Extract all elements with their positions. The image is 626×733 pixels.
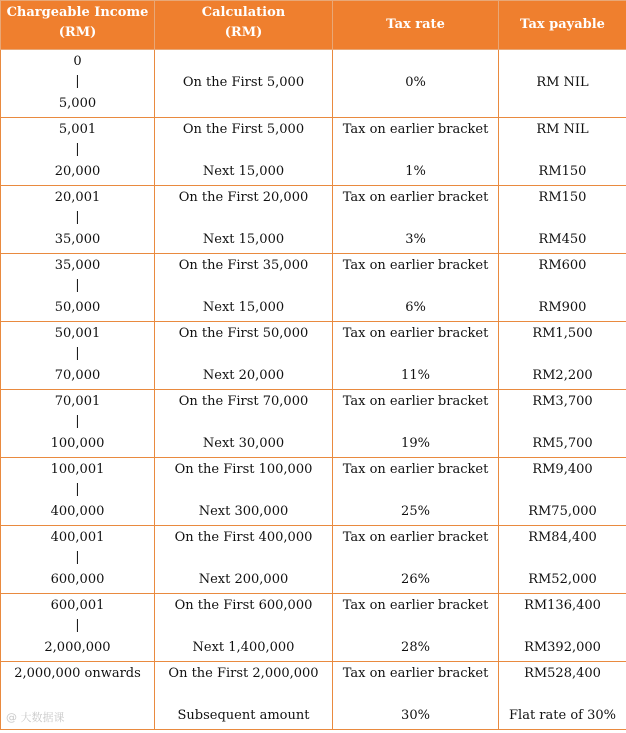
calculation-cell (155, 594, 333, 662)
rate-earlier-bracket: Tax on earlier bracket (342, 258, 489, 273)
payable-cell (499, 458, 626, 526)
income-cell (1, 458, 155, 526)
income-from: 35,000 (54, 258, 101, 273)
payable-bracket: RM392,000 (524, 640, 601, 655)
table-row (1, 390, 626, 458)
table-row (1, 458, 626, 526)
payable-earlier: RM84,400 (528, 530, 597, 545)
rate-cell (333, 594, 499, 662)
rate-earlier-bracket: Tax on earlier bracket (342, 598, 489, 613)
income-to: 70,000 (54, 368, 101, 383)
rate-earlier-bracket: Tax on earlier bracket (342, 326, 489, 341)
header-calculation (155, 1, 333, 50)
range-separator: | (75, 142, 80, 157)
rate-cell (333, 390, 499, 458)
payable-earlier: RM3,700 (532, 394, 593, 409)
rate-percent: 30% (401, 708, 430, 723)
calculation-first: On the First 35,000 (178, 258, 309, 273)
payable-cell (499, 254, 626, 322)
income-to: 50,000 (54, 300, 101, 315)
payable-bracket: RM75,000 (528, 504, 597, 519)
income-from: 50,001 (54, 326, 101, 341)
income-from: 0 (73, 54, 82, 69)
rate-cell (333, 118, 499, 186)
calculation-cell (155, 390, 333, 458)
rate-text: 0% (405, 75, 426, 90)
calculation-next: Next 20,000 (202, 368, 285, 383)
payable-earlier: RM150 (538, 190, 587, 205)
table-row (1, 118, 626, 186)
rate-cell (333, 458, 499, 526)
income-to: 100,000 (50, 436, 105, 451)
payable-cell (499, 186, 626, 254)
payable-bracket: RM450 (538, 232, 587, 247)
rate-percent: 11% (401, 368, 430, 383)
payable-cell (499, 390, 626, 458)
rate-earlier-bracket: Tax on earlier bracket (342, 190, 489, 205)
range-separator: | (75, 74, 80, 89)
calculation-next: Next 300,000 (198, 504, 289, 519)
rate-cell (333, 322, 499, 390)
payable-bracket: Flat rate of 30% (509, 708, 616, 723)
range-separator: | (75, 210, 80, 225)
payable-cell (499, 594, 626, 662)
payable-cell (499, 118, 626, 186)
income-from: 70,001 (54, 394, 101, 409)
payable-bracket: RM52,000 (528, 572, 597, 587)
calculation-first: On the First 20,000 (178, 190, 309, 205)
payable-cell (499, 526, 626, 594)
calculation-next: Next 15,000 (202, 232, 285, 247)
watermark: @ 大数据课 (6, 711, 65, 724)
rate-earlier-bracket: Tax on earlier bracket (342, 122, 489, 137)
calculation-first: On the First 2,000,000 (168, 666, 319, 681)
calculation-next: Next 15,000 (202, 300, 285, 315)
range-separator: | (75, 550, 80, 565)
table-row (1, 50, 626, 118)
income-to: 2,000,000 (44, 640, 111, 655)
range-separator: | (75, 414, 80, 429)
rate-percent: 6% (405, 300, 426, 315)
payable-cell (499, 662, 626, 730)
calculation-cell (155, 50, 333, 118)
header-calc-line1: Calculation (201, 5, 286, 20)
table-row (1, 322, 626, 390)
calculation-first: On the First 70,000 (178, 394, 309, 409)
calculation-first: On the First 5,000 (182, 122, 305, 137)
range-separator: | (75, 346, 80, 361)
payable-earlier: RM136,400 (524, 598, 601, 613)
header-income-line2: (RM) (58, 25, 97, 40)
header-calc-line2: (RM) (224, 25, 263, 40)
payable-cell (499, 322, 626, 390)
header-income-line1: Chargeable Income (6, 5, 149, 20)
table-row (1, 594, 626, 662)
rate-earlier-bracket: Tax on earlier bracket (342, 666, 489, 681)
payable-bracket: RM5,700 (532, 436, 593, 451)
income-to: 400,000 (50, 504, 105, 519)
calculation-cell (155, 118, 333, 186)
calculation-cell (155, 662, 333, 730)
range-separator: | (75, 482, 80, 497)
calculation-next: Next 1,400,000 (192, 640, 295, 655)
range-separator: | (75, 618, 80, 633)
header-chargeable-income (1, 1, 155, 50)
income-from: 20,001 (54, 190, 101, 205)
rate-cell (333, 662, 499, 730)
calculation-cell (155, 458, 333, 526)
table-header-row (1, 1, 626, 50)
calculation-first: On the First 400,000 (174, 530, 313, 545)
calculation-cell (155, 186, 333, 254)
income-cell (1, 186, 155, 254)
payable-text: RM NIL (536, 75, 589, 90)
rate-earlier-bracket: Tax on earlier bracket (342, 462, 489, 477)
rate-percent: 25% (401, 504, 430, 519)
income-to: 20,000 (54, 164, 101, 179)
payable-earlier: RM9,400 (532, 462, 593, 477)
income-from: 5,001 (58, 122, 97, 137)
calculation-next: Next 30,000 (202, 436, 285, 451)
income-to: 35,000 (54, 232, 101, 247)
range-separator: | (75, 278, 80, 293)
payable-earlier: RM528,400 (524, 666, 601, 681)
income-cell (1, 594, 155, 662)
income-cell (1, 322, 155, 390)
income-to: 5,000 (58, 96, 97, 111)
rate-cell (333, 254, 499, 322)
payable-cell (499, 50, 626, 118)
payable-bracket: RM900 (538, 300, 587, 315)
rate-percent: 3% (405, 232, 426, 247)
table-row (1, 662, 626, 730)
calculation-first: On the First 100,000 (174, 462, 313, 477)
calculation-first: On the First 600,000 (174, 598, 313, 613)
rate-earlier-bracket: Tax on earlier bracket (342, 530, 489, 545)
calculation-cell (155, 254, 333, 322)
rate-percent: 19% (401, 436, 430, 451)
calculation-cell (155, 526, 333, 594)
payable-earlier: RM NIL (536, 122, 589, 137)
income-from: 2,000,000 onwards (14, 666, 141, 681)
rate-percent: 1% (405, 164, 426, 179)
income-cell (1, 390, 155, 458)
table-row (1, 526, 626, 594)
income-cell (1, 254, 155, 322)
income-from: 400,001 (50, 530, 105, 545)
calculation-next: Subsequent amount (177, 708, 310, 723)
payable-bracket: RM150 (538, 164, 587, 179)
rate-cell (333, 186, 499, 254)
calculation-cell (155, 322, 333, 390)
income-cell (1, 118, 155, 186)
calculation-text: On the First 5,000 (182, 75, 305, 90)
rate-cell (333, 50, 499, 118)
payable-earlier: RM600 (538, 258, 587, 273)
calculation-next: Next 200,000 (198, 572, 289, 587)
rate-earlier-bracket: Tax on earlier bracket (342, 394, 489, 409)
rate-cell (333, 526, 499, 594)
header-tax-rate: Tax rate (333, 1, 499, 50)
calculation-next: Next 15,000 (202, 164, 285, 179)
payable-earlier: RM1,500 (532, 326, 593, 341)
rate-percent: 28% (401, 640, 430, 655)
payable-bracket: RM2,200 (532, 368, 593, 383)
table-row (1, 254, 626, 322)
income-from: 100,001 (50, 462, 105, 477)
income-cell (1, 50, 155, 118)
income-to: 600,000 (50, 572, 105, 587)
income-cell (1, 526, 155, 594)
table-row (1, 186, 626, 254)
rate-percent: 26% (401, 572, 430, 587)
calculation-first: On the First 50,000 (178, 326, 309, 341)
header-tax-payable: Tax payable (499, 1, 626, 50)
income-from: 600,001 (50, 598, 105, 613)
